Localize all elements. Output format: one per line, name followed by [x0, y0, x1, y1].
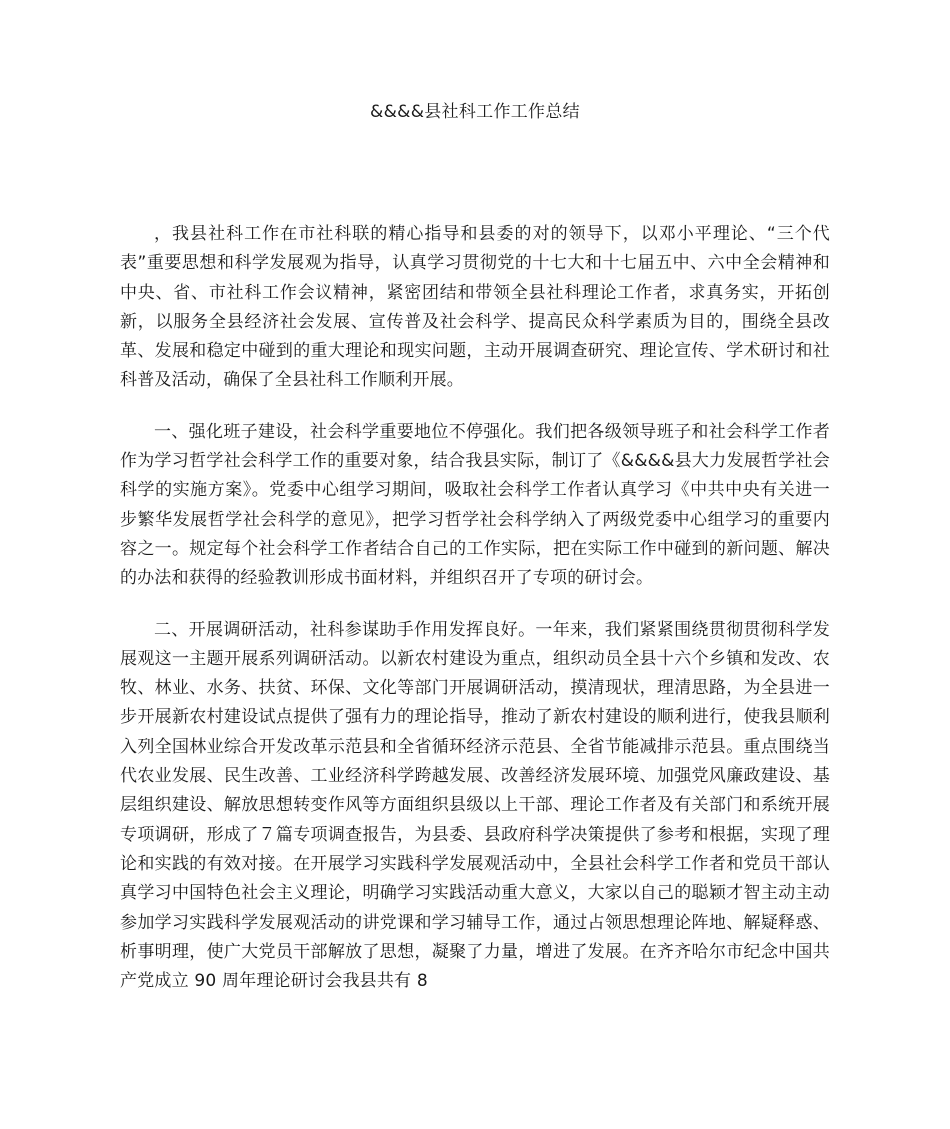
- paragraph-intro: ，我县社科工作在市社科联的精心指导和县委的对的领导下，以邓小平理论、“三个代表”重要思想和科学发展观为指导，认真学习贯彻党的十七大和十七届五中、六中全会精神和中央、省、市社科工作会议精神，紧密团结和带领全县社科理论工作者，求真务实，开拓创新，以服务全县经济社会发展、宣传普及社会科学、提高民众科学素质为目的，围绕全县改革、发展和稳定中碰到的重大理论和现实问题，主动开展调查研究、理论宣传、学术研讨和社科普及活动，确保了全县社科工作顺利开展。: [120, 224, 830, 391]
- paragraph-section-two: 二、开展调研活动，社科参谋助手作用发挥良好。一年来，我们紧紧围绕贯彻贯彻科学发展观这一主题开展系列调研活动。以新农村建设为重点，组织动员全县十六个乡镇和发改、农牧、林业、水务、扶贫、环保、文化等部门开展调研活动，摸清现状，理清思路，为全县进一步开展新农村建设试点提供了强有力的理论指导，推动了新农村建设的顺利进行，使我县顺利入列全国林业综合开发改革示范县和全省循环经济示范县、全省节能减排示范县。重点围绕当代农业发展、民生改善、工业经济科学跨越发展、改善经济发展环境、加强党风廉政建设、基层组织建设、解放思想转变作风等方面组织县级以上干部、理论工作者及有关部门和系统开展专项调研，形成了７篇专项调查报告，为县委、县政府科学决策提供了参考和根据，实现了理论和实践的有效对接。在开展学习实践科学发展观活动中，全县社会科学工作者和党员干部认真学习中国特色社会主义理论，明确学习实践活动重大意义，大家以自己的聪颖才智主动主动参加学习实践科学发展观活动的讲党课和学习辅导工作，通过占领思想理论阵地、解疑释惑、析事明理，使广大党员干部解放了思想，凝聚了力量，增进了发展。在齐齐哈尔市纪念中国共产党成立 90 周年理论研讨会我县共有 8: [120, 619, 830, 992]
- document-title: &&&&县社科工作工作总结: [370, 102, 580, 122]
- paragraph-section-one: 一、强化班子建设，社会科学重要地位不停强化。我们把各级领导班子和社会科学工作者作为学习哲学社会科学工作的重要对象，结合我县实际，制订了《&&&&县大力发展哲学社会科学的实施方案》。党委中心组学习期间，吸取社会科学工作者认真学习《中共中央有关进一步繁华发展哲学社会科学的意见》，把学习哲学社会科学纳入了两级党委中心组学习的重要内容之一。规定每个社会科学工作者结合自己的工作实际，把在实际工作中碰到的新问题、解决的办法和获得的经验教训形成书面材料，并组织召开了专项的研讨会。: [120, 421, 830, 589]
- document-body: [120, 220, 830, 1018]
